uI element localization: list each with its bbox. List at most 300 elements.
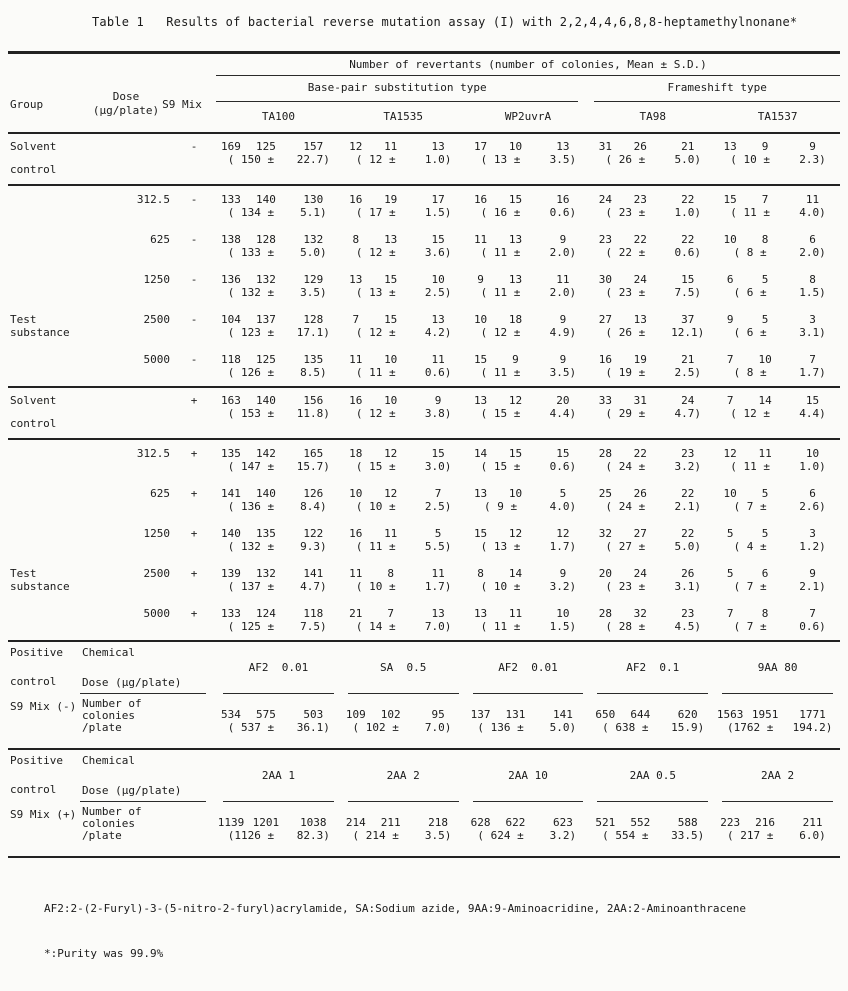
stat-cell-slot [341,193,466,226]
table-row [8,440,840,480]
sd-value: 5.0) [549,721,577,734]
colony-count: 169 [221,140,241,153]
stat-cell-slot [216,394,341,438]
stat-cell-slot [216,353,341,386]
header-dose [80,76,172,132]
mean-value: ( 11 ± [355,540,396,553]
sd-value: 1.7) [799,366,826,379]
colony-count: 623 [552,816,573,829]
colony-count: 11 [805,193,820,206]
stat-cell-slot [341,313,466,346]
colony-count: 9 [726,313,734,326]
colony-count: 10 [349,487,363,500]
sd-value: 3.2) [549,829,577,842]
sd-value: 5.0) [674,153,701,166]
stat-cell-slot [466,353,591,386]
colony-count: 118 [221,353,241,366]
colony-count: 21 [681,353,695,366]
colony-count: 11 [349,567,363,580]
stat-cell [715,273,840,299]
colony-counts [715,527,840,540]
mean-sd-line [216,500,341,513]
chemical-dose-value: AF2 0.01 [223,642,334,694]
stat-cell [715,607,840,633]
colony-count: 17 [473,140,488,153]
sd-value: 2.6) [799,500,826,513]
mean-sd-line [466,460,591,473]
stat-cell-slot [715,447,840,480]
mean-value: ( 11 ± [480,620,521,633]
colony-counts [590,394,715,407]
header-frameshift-type: Frameshift type [594,76,840,102]
colony-counts [590,487,715,500]
sd-value: 4.2) [424,326,452,339]
colony-count: 129 [303,273,324,286]
sd-value: 1.7) [549,540,577,553]
colony-count: 26 [681,567,695,580]
stat-cell [216,447,341,473]
mean-sd-line [590,153,715,166]
colony-count: 11 [508,607,523,620]
colony-counts [715,353,840,366]
colony-count: 5 [726,567,734,580]
sd-value: 2.5) [424,286,452,299]
mean-sd-line [216,286,341,299]
stat-cell-slot [216,802,341,854]
colony-count: 9 [559,233,567,246]
colony-count: 15 [473,527,488,540]
colony-count: 8 [761,233,769,246]
colony-count: 13 [349,273,363,286]
sd-value: 36.1) [296,721,330,734]
mean-value: ( 12 ± [355,246,396,259]
colony-count: 5 [761,273,769,286]
group-label-line2: control [10,163,57,176]
mean-value: ( 24 ± [605,460,646,473]
s9-mix-cell: + [190,567,198,580]
stat-cell-slot [466,140,591,184]
stat-cell-slot [216,567,341,600]
colony-count: 135 [221,447,241,460]
table-row [8,480,840,520]
mean-value: ( 12 ± [355,326,396,339]
chemical-dose-value: 9AA 80 [722,642,833,694]
mean-sd-line [466,829,591,842]
colony-count: 15 [508,193,523,206]
stat-cell-slot [216,193,341,226]
table-row [8,266,840,306]
stat-cell-slot [216,447,341,480]
stat-cell [341,394,466,420]
sd-value: 3.2) [549,580,577,593]
colony-count: 3 [809,313,816,326]
s9-mix-cell: + [190,607,198,620]
stat-cell [715,394,840,420]
sd-value: 4.0) [549,500,577,513]
header-dose-unit: (μg/plate) [92,104,160,117]
stat-cell-slot [590,394,715,438]
stat-cell-slot [590,140,715,184]
stat-cell-slot [466,802,591,854]
mean-sd-line [590,326,715,339]
header-strain-ta1537: TA1537 [757,110,798,123]
colony-count: 650 [595,708,616,721]
table-row [8,388,840,438]
colony-counts [590,353,715,366]
mean-sd-line [715,460,840,473]
mean-value: ( 150 ± [227,153,275,166]
colony-count: 13 [633,313,647,326]
stat-cell [715,708,840,734]
group-cell [8,607,80,640]
stat-cell [341,816,466,842]
colony-count: 9 [809,140,816,153]
colony-counts [715,487,840,500]
colony-count: 132 [303,233,324,246]
stat-cell-slot [590,273,715,306]
colony-count: 11 [431,353,445,366]
sd-value: 1.7) [424,580,452,593]
mean-sd-line [341,540,466,553]
stat-cell-slot [590,607,715,640]
colony-counts [590,313,715,326]
colony-counts [715,567,840,580]
mean-value: ( 19 ± [605,366,646,379]
colony-count: 6 [726,273,734,286]
colony-count: 130 [303,193,324,206]
stat-cell-slot [466,487,591,520]
colony-counts [341,233,466,246]
colony-count: 37 [681,313,695,326]
mean-value: ( 29 ± [605,407,646,420]
colony-count: 140 [255,487,276,500]
colony-count: 138 [221,233,241,246]
mean-sd-line [590,286,715,299]
colony-counts [341,607,466,620]
stat-cell [216,313,341,339]
chemical-dose-value: 2AA 0.5 [597,750,708,802]
sd-value: 4.4) [799,407,826,420]
stat-cell [466,607,591,633]
sd-value: 33.5) [671,829,705,842]
colony-count: 10 [431,273,445,286]
colonies-per-plate-label [80,802,172,854]
stat-cell [590,233,715,259]
colony-counts [466,447,591,460]
stat-cell [216,193,341,219]
colony-count: 5 [761,527,769,540]
stat-cell-slot [715,394,840,438]
colony-counts [715,447,840,460]
colony-count: 31 [598,140,612,153]
group-cell [8,233,80,266]
colony-count: 165 [303,447,324,460]
colony-counts [466,607,591,620]
stat-cell-slot [715,313,840,346]
mean-value: ( 134 ± [227,206,275,219]
sd-value: 1.5) [799,286,826,299]
stat-cell [466,273,591,299]
sd-value: 15.9) [671,721,705,734]
stat-cell [341,353,466,379]
colony-count: 3 [809,527,816,540]
mean-sd-line [341,829,466,842]
colony-count: 15 [473,353,488,366]
colony-count: 16 [349,527,363,540]
colony-counts [341,394,466,407]
mean-value: ( 10 ± [355,580,396,593]
mean-value: ( 147 ± [227,460,275,473]
group-cell [8,750,80,802]
dose-cell [80,140,172,184]
sd-value: 5.1) [300,206,327,219]
mean-value: ( 10 ± [480,580,521,593]
sd-value: 2.5) [424,500,452,513]
colony-count: 132 [255,273,276,286]
colony-counts [216,527,341,540]
mean-sd-line [715,540,840,553]
sd-value: 3.2) [674,460,701,473]
stat-cell-slot [216,273,341,306]
mean-value: ( 7 ± [733,500,767,513]
colony-count: 7 [352,313,360,326]
header-strain-ta98: TA98 [639,110,667,123]
group-label-line1: Test [10,567,37,580]
colony-count: 1201 [252,816,280,829]
stat-cell [216,708,341,734]
colony-counts [590,273,715,286]
footnote [44,871,840,991]
colony-count: 11 [384,140,398,153]
s9-mix-cell: + [190,447,198,460]
table-row [8,226,840,266]
colony-counts [341,313,466,326]
positive-counts-row [8,802,840,856]
header-dose-word: Dose [112,90,140,103]
mean-sd-line [590,580,715,593]
stat-cell [590,567,715,593]
colony-count: 10 [473,313,488,326]
sd-value: 7.0) [424,721,452,734]
header-revertants: Number of revertants (number of colonies, Mean ± S.D.) [216,54,840,76]
sd-value: 3.5) [549,153,577,166]
s9-mix-cell: - [190,313,198,326]
s9-mix-cell: + [190,394,198,407]
stat-cell-slot [466,607,591,640]
sd-value: 4.4) [549,407,577,420]
mean-sd-line [341,580,466,593]
mean-value: ( 13 ± [480,540,521,553]
stat-cell [715,816,840,842]
colony-count: 131 [505,708,526,721]
colony-count: 7 [726,607,734,620]
group-cell [8,394,80,438]
stat-cell [216,394,341,420]
colony-count: 12 [508,527,523,540]
colony-counts [590,527,715,540]
mean-value: ( 27 ± [605,540,646,553]
chemical-dose-value: AF2 0.01 [473,642,584,694]
colony-count: 141 [303,567,324,580]
stat-cell-slot [715,353,840,386]
stat-cell-slot [715,487,840,520]
group-label-line1: Positive [10,754,63,767]
stat-cell [216,273,341,299]
s9-mix-cell: - [190,193,198,206]
mean-value: ( 8 ± [733,366,767,379]
mean-value: ( 125 ± [227,620,275,633]
mean-value: ( 137 ± [227,580,275,593]
mean-sd-line [216,721,341,734]
colony-counts [715,816,840,829]
stat-cell [715,233,840,259]
stat-cell-slot [466,567,591,600]
mean-sd-line [216,620,341,633]
chemical-dose-value: 2AA 2 [348,750,459,802]
stat-cell [341,233,466,259]
stat-cell [590,487,715,513]
chemical-dose-value: 2AA 10 [473,750,584,802]
mean-value: ( 214 ± [352,829,399,842]
stat-cell-slot [715,694,840,746]
stat-cell-slot [590,802,715,854]
colony-count: 575 [255,708,276,721]
mean-value: ( 6 ± [733,286,767,299]
colony-counts [590,708,715,721]
colony-count: 104 [221,313,241,326]
mean-value: ( 15 ± [480,407,521,420]
colony-count: 13 [723,140,737,153]
chemical-dose-value: AF2 0.1 [597,642,708,694]
dose-cell: 2500 [143,567,170,580]
s9-mix-cell: - [190,273,198,286]
mean-value: ( 11 ± [730,460,770,473]
stat-cell-slot [216,607,341,640]
colony-counts [341,273,466,286]
colony-count: 32 [598,527,612,540]
colony-count: 20 [556,394,570,407]
mean-value: ( 23 ± [605,206,646,219]
colony-count: 25 [598,487,612,500]
colony-count: 644 [630,708,651,721]
colony-count: 24 [633,273,647,286]
dose-cell: 312.5 [136,193,170,206]
stat-cell-slot [715,527,840,560]
stat-cell [341,273,466,299]
mean-sd-line [216,153,341,166]
sd-value: 3.1) [674,580,701,593]
colony-count: 140 [221,527,241,540]
mean-value: ( 7 ± [733,620,767,633]
colony-counts [715,394,840,407]
positive-control-block-s9-minus [8,642,840,750]
mean-value: ( 8 ± [733,246,767,259]
stat-cell [341,487,466,513]
colony-count: 9 [434,394,442,407]
mean-sd-line [216,407,341,420]
stat-cell-slot [715,273,840,306]
mean-sd-line [590,206,715,219]
colony-counts [341,353,466,366]
colony-counts [715,273,840,286]
sd-value: 0.6) [424,366,452,379]
mean-sd-line [341,246,466,259]
chemical-dose-value: SA 0.5 [348,642,459,694]
colony-count: 11 [431,567,445,580]
colony-count: 23 [598,233,612,246]
colony-counts [590,140,715,153]
colony-count: 118 [303,607,324,620]
sd-value: 4.7) [674,407,701,420]
colony-count: 5 [726,527,734,540]
colony-counts [466,487,591,500]
stat-cell-slot [590,694,715,746]
colony-count: 13 [384,233,398,246]
table-section [8,388,840,440]
mean-sd-line [216,829,341,842]
sd-value: 17.1) [296,326,330,339]
mean-sd-line [216,540,341,553]
colony-counts [216,233,341,246]
stat-cell-slot [341,487,466,520]
mean-value: ( 153 ± [227,407,275,420]
colony-count: 7 [387,607,394,620]
mean-sd-line [216,580,341,593]
stat-cell-slot [466,193,591,226]
group-label-line1: Solvent [10,394,57,407]
mean-value: ( 13 ± [480,153,521,166]
colony-counts [590,816,715,829]
dose-cell: 1250 [143,273,170,286]
colony-count: 15 [508,447,523,460]
sd-value: 2.0) [799,246,826,259]
colony-counts [715,233,840,246]
colonies-per-plate-label [80,694,172,746]
colony-counts [216,816,341,829]
mean-sd-line [341,366,466,379]
colony-count: 6 [809,487,816,500]
colony-count: 18 [349,447,363,460]
mean-value: ( 15 ± [355,460,396,473]
mean-sd-line [590,366,715,379]
colony-count: 15 [431,447,445,460]
sd-value: 5.5) [424,540,452,553]
sd-value: 7.5) [674,286,701,299]
colony-count: 13 [431,607,445,620]
colony-counts [341,567,466,580]
group-label-line2: control [10,675,57,688]
colony-counts [466,353,591,366]
mean-sd-line [715,326,840,339]
group-label-line1: Test [10,313,37,326]
label-line2: colonies [82,817,135,830]
table-row [8,134,840,184]
sd-value: 7.5) [300,620,327,633]
colony-count: 5 [434,527,442,540]
sd-value: 0.6) [799,620,826,633]
sd-value: 2.5) [674,366,701,379]
mean-value: ( 132 ± [227,540,275,553]
mean-sd-line [590,721,715,734]
stat-cell-slot [216,527,341,560]
sd-value: 3.5) [424,829,452,842]
mean-sd-line [715,153,840,166]
table-row [8,306,840,346]
colony-count: 128 [303,313,324,326]
mean-sd-line [341,500,466,513]
mean-sd-line [590,829,715,842]
stat-cell-slot [590,313,715,346]
